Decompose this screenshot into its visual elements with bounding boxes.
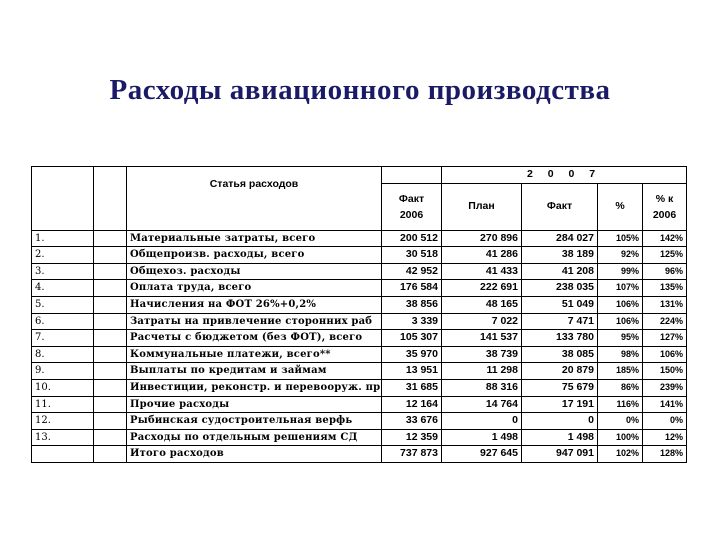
row-fact: 38 189: [522, 247, 598, 264]
row-index: 9.: [32, 363, 94, 380]
row-fact2006: 38 856: [382, 296, 442, 313]
table-row: [32, 247, 687, 264]
row-spacer: [94, 230, 127, 247]
expenses-table: [31, 166, 687, 463]
row-index: 4.: [32, 280, 94, 297]
total-fact2006: 737 873: [382, 446, 442, 463]
row-pct: 107%: [598, 280, 643, 297]
row-pct: 105%: [598, 230, 643, 247]
row-pct: 116%: [598, 396, 643, 413]
row-pct: 106%: [598, 313, 643, 330]
header-plan: План: [442, 183, 522, 230]
row-name: Прочие расходы: [127, 396, 382, 413]
row-fact2006: 30 518: [382, 247, 442, 264]
row-index: 11.: [32, 396, 94, 413]
row-spacer: [94, 363, 127, 380]
row-name: Инвестиции, реконстр. и перевоoруж. пр: [127, 379, 382, 396]
row-pct2006: 135%: [643, 280, 687, 297]
row-fact: 41 208: [522, 263, 598, 280]
row-fact: 20 879: [522, 363, 598, 380]
row-index: 13.: [32, 429, 94, 446]
header-fact: Факт: [522, 183, 598, 230]
table-row: [32, 379, 687, 396]
row-pct: 100%: [598, 429, 643, 446]
total-fact: 947 091: [522, 446, 598, 463]
row-pct2006: 239%: [643, 379, 687, 396]
row-name: Начисления на ФОТ 26%+0,2%: [127, 296, 382, 313]
row-pct: 0%: [598, 413, 643, 430]
row-fact2006: 176 584: [382, 280, 442, 297]
row-plan: 0: [442, 413, 522, 430]
row-pct: 106%: [598, 296, 643, 313]
row-pct: 185%: [598, 363, 643, 380]
table-row: [32, 429, 687, 446]
row-fact: 17 191: [522, 396, 598, 413]
row-fact2006: 105 307: [382, 330, 442, 347]
row-pct: 86%: [598, 379, 643, 396]
row-fact2006: 35 970: [382, 346, 442, 363]
row-name: Рыбинская судостроительная верфь: [127, 413, 382, 430]
total-row: [32, 446, 687, 463]
row-spacer: [94, 429, 127, 446]
row-spacer: [94, 346, 127, 363]
row-name: Расходы по отдельным решениям СД: [127, 429, 382, 446]
row-spacer: [94, 396, 127, 413]
row-spacer: [94, 296, 127, 313]
row-fact: 0: [522, 413, 598, 430]
table-row: [32, 330, 687, 347]
row-plan: 1 498: [442, 429, 522, 446]
header-fact2006: Факт 2006: [382, 183, 442, 230]
row-index: 6.: [32, 313, 94, 330]
row-plan: 41 286: [442, 247, 522, 264]
table-row: [32, 313, 687, 330]
header-article: Статья расходов: [127, 167, 382, 231]
row-spacer: [94, 263, 127, 280]
row-index: 7.: [32, 330, 94, 347]
total-pct2006: 128%: [643, 446, 687, 463]
row-index: 8.: [32, 346, 94, 363]
total-name: Итого расходов: [127, 446, 382, 463]
row-spacer: [94, 313, 127, 330]
row-pct2006: 106%: [643, 346, 687, 363]
row-plan: 38 739: [442, 346, 522, 363]
row-pct2006: 125%: [643, 247, 687, 264]
row-index: 1.: [32, 230, 94, 247]
row-fact: 1 498: [522, 429, 598, 446]
row-plan: 88 316: [442, 379, 522, 396]
row-index: 12.: [32, 413, 94, 430]
row-fact2006: 12 164: [382, 396, 442, 413]
row-index: 2.: [32, 247, 94, 264]
header-row-year: [32, 167, 687, 184]
row-plan: 222 691: [442, 280, 522, 297]
row-name: Затраты на привлечение сторонних раб: [127, 313, 382, 330]
row-fact2006: 13 951: [382, 363, 442, 380]
total-spacer: [94, 446, 127, 463]
row-pct2006: 141%: [643, 396, 687, 413]
row-plan: 11 298: [442, 363, 522, 380]
row-fact2006: 31 685: [382, 379, 442, 396]
row-spacer: [94, 330, 127, 347]
header-year: 2 0 0 7: [442, 167, 687, 184]
row-fact: 238 035: [522, 280, 598, 297]
row-fact: 38 085: [522, 346, 598, 363]
row-index: 10.: [32, 379, 94, 396]
table-row: [32, 413, 687, 430]
row-fact2006: 200 512: [382, 230, 442, 247]
row-spacer: [94, 379, 127, 396]
table-row: [32, 363, 687, 380]
row-fact: 133 780: [522, 330, 598, 347]
row-index: 3.: [32, 263, 94, 280]
table-row: [32, 396, 687, 413]
row-fact: 7 471: [522, 313, 598, 330]
page-title: Расходы авиационного производства: [109, 74, 611, 106]
row-spacer: [94, 413, 127, 430]
row-spacer: [94, 280, 127, 297]
row-fact2006: 33 676: [382, 413, 442, 430]
row-name: Общепроизв. расходы, всего: [127, 247, 382, 264]
table-row: [32, 296, 687, 313]
total-plan: 927 645: [442, 446, 522, 463]
row-index: 5.: [32, 296, 94, 313]
row-plan: 41 433: [442, 263, 522, 280]
row-fact2006: 3 339: [382, 313, 442, 330]
row-pct2006: 96%: [643, 263, 687, 280]
row-pct: 98%: [598, 346, 643, 363]
row-pct2006: 0%: [643, 413, 687, 430]
row-name: Материальные затраты, всего: [127, 230, 382, 247]
row-fact: 284 027: [522, 230, 598, 247]
row-name: Коммунальные платежи, всего**: [127, 346, 382, 363]
row-name: Оплата труда, всего: [127, 280, 382, 297]
row-plan: 48 165: [442, 296, 522, 313]
row-plan: 141 537: [442, 330, 522, 347]
row-pct: 95%: [598, 330, 643, 347]
row-pct2006: 150%: [643, 363, 687, 380]
table-row: [32, 346, 687, 363]
row-plan: 7 022: [442, 313, 522, 330]
table-row: [32, 230, 687, 247]
table-row: [32, 263, 687, 280]
row-pct: 92%: [598, 247, 643, 264]
header-pct2006: % к 2006: [643, 183, 687, 230]
row-plan: 14 764: [442, 396, 522, 413]
row-fact2006: 42 952: [382, 263, 442, 280]
row-name: Выплаты по кредитам и займам: [127, 363, 382, 380]
row-pct2006: 142%: [643, 230, 687, 247]
row-plan: 270 896: [442, 230, 522, 247]
row-pct2006: 131%: [643, 296, 687, 313]
row-pct: 99%: [598, 263, 643, 280]
row-name: Расчеты с бюджетом (без ФОТ), всего: [127, 330, 382, 347]
table-row: [32, 280, 687, 297]
row-fact: 51 049: [522, 296, 598, 313]
row-fact2006: 12 359: [382, 429, 442, 446]
row-pct2006: 224%: [643, 313, 687, 330]
row-spacer: [94, 247, 127, 264]
total-pct: 102%: [598, 446, 643, 463]
row-fact: 75 679: [522, 379, 598, 396]
header-pct: %: [598, 183, 643, 230]
row-pct2006: 127%: [643, 330, 687, 347]
row-name: Общехоз. расходы: [127, 263, 382, 280]
total-index: [32, 446, 94, 463]
row-pct2006: 12%: [643, 429, 687, 446]
